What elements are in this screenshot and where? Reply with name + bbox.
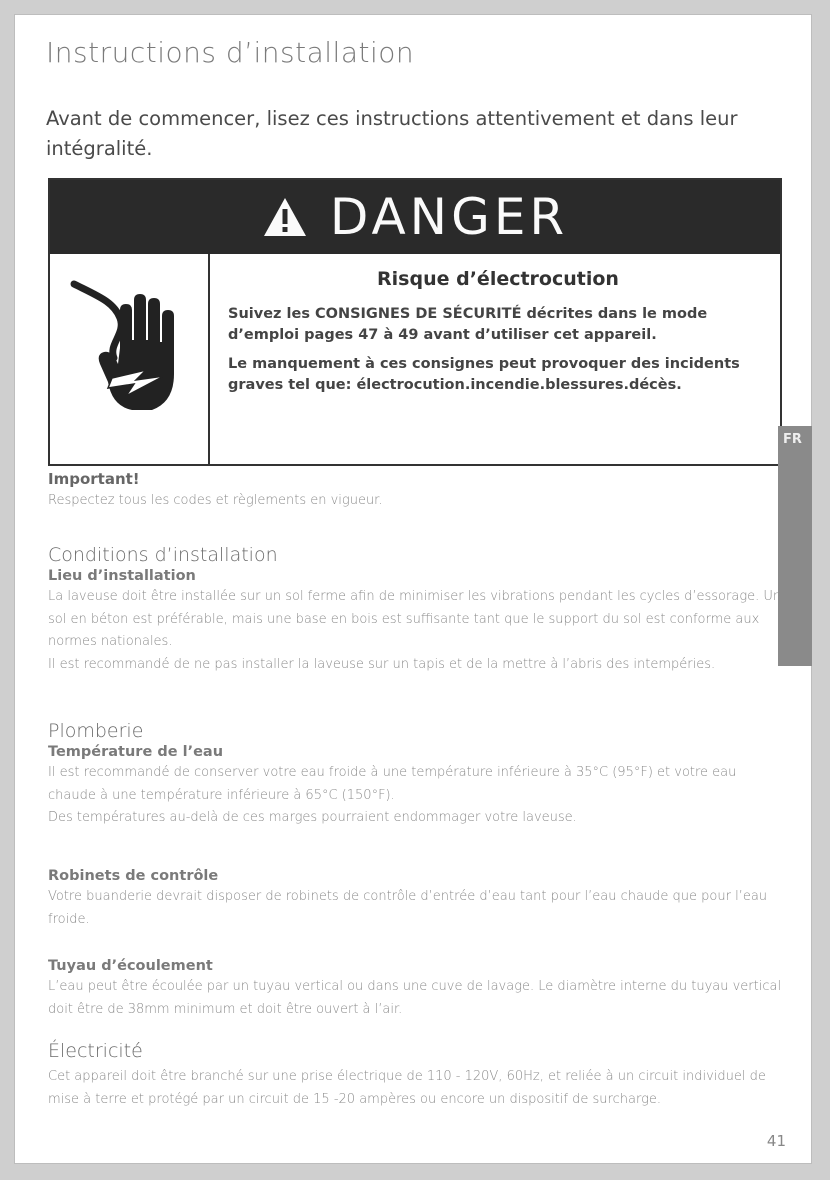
important-heading: Important! (48, 470, 140, 488)
danger-box (48, 178, 782, 466)
plomberie-section (48, 720, 782, 830)
temperature-heading: Température de l’eau (48, 744, 224, 760)
danger-paragraph-1: Suivez les CONSIGNES DE SÉCURITÉ décrites dans le mode d’emploi pages 47 à 49 avant d’utiliser cet appareil. (228, 306, 708, 343)
conditions-heading: Conditions d’installation (48, 544, 278, 566)
danger-subtitle: Risque d’électrocution (377, 268, 619, 290)
tuyau-paragraph: L’eau peut être écoulée par un tuyau vertical ou dans une cuve de lavage. Le diamètre interne du tuyau vertical doit être de 38mm minimum et doit être ouvert à l’air. (48, 979, 782, 1017)
temperature-paragraph-2: Des températures au-delà de ces marges pourraient endommager votre laveuse. (48, 810, 577, 825)
electricite-heading: Électricité (48, 1040, 143, 1062)
electric-shock-hand-icon (68, 278, 188, 418)
danger-paragraph-2: Le manquement à ces consignes peut provoquer des incidents graves tel que: électrocution.incendie.blessures.décès. (228, 356, 740, 393)
language-side-tab (778, 426, 812, 666)
page-title: Instructions d’installation (46, 36, 415, 69)
page (14, 14, 812, 1164)
tuyau-heading: Tuyau d’écoulement (48, 958, 213, 974)
intro-text: Avant de commencer, lisez ces instructions attentivement et dans leur intégralité. (46, 107, 738, 160)
lieu-installation-paragraph-1: La laveuse doit être installée sur un sol ferme afin de minimiser les vibrations pendant les cycles d’essorage. Un sol en béton est préférable, mais une base en bois est suffisante tant que le support du sol est conforme aux normes nationales. (48, 589, 782, 649)
lieu-installation-paragraph-2: Il est recommandé de ne pas installer la laveuse sur un tapis et de la mettre à l’abris des intempéries. (48, 656, 716, 672)
lieu-installation-heading: Lieu d’installation (48, 568, 196, 584)
danger-divider (208, 254, 210, 464)
tuyau-section (48, 958, 782, 1021)
danger-body (50, 254, 780, 464)
danger-text (228, 268, 768, 404)
page-number: 41 (766, 1132, 786, 1150)
important-text: Respectez tous les codes et règlements en vigueur. (48, 493, 383, 508)
conditions-section (48, 544, 782, 676)
language-side-tab-label: FR (783, 432, 802, 447)
temperature-paragraph-1: Il est recommandé de conserver votre eau froide à une température inférieure à 35°C (95°F) et votre eau chaude à une température inférieure à 65°C (150°F). (48, 765, 737, 803)
danger-title: DANGER (329, 188, 569, 246)
important-section (48, 470, 782, 513)
danger-header (50, 180, 780, 254)
electricite-paragraph: Cet appareil doit être branché sur une prise électrique de 110 - 120V, 60Hz, et reliée à un circuit individuel de mise à terre et protégé par un circuit de 15 -20 ampères ou encore un dispositif de surcharge. (48, 1069, 766, 1107)
electricite-section (48, 1040, 782, 1111)
robinets-section (48, 868, 782, 931)
plomberie-heading: Plomberie (48, 720, 144, 742)
robinets-paragraph: Votre buanderie devrait disposer de robinets de contrôle d’entrée d’eau tant pour l’eau chaude que pour l’eau froide. (48, 889, 768, 927)
warning-triangle-icon (262, 196, 308, 238)
robinets-heading: Robinets de contrôle (48, 868, 219, 884)
